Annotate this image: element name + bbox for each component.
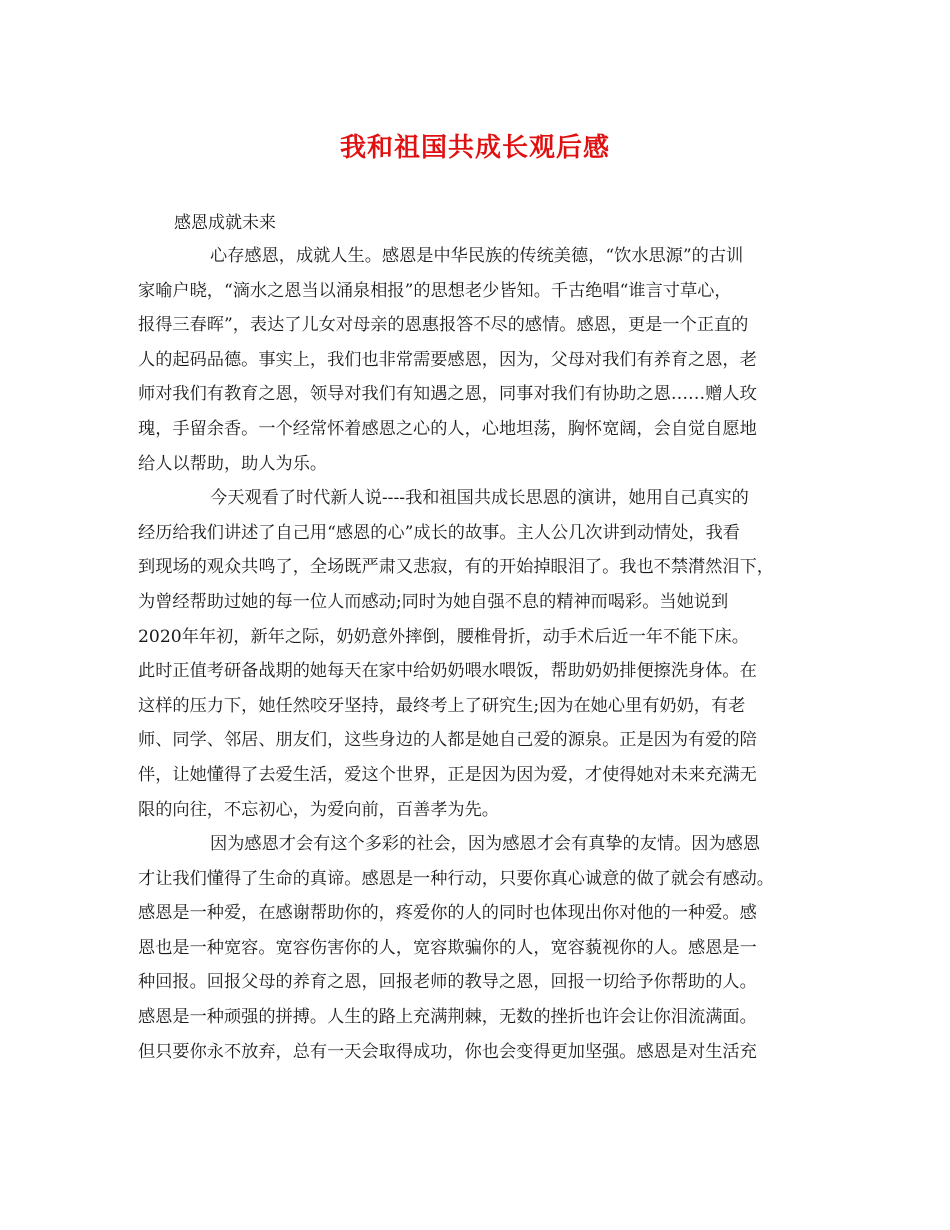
text-line: 今天观看了时代新人说----我和祖国共成长思恩的演讲，她用自己真实的	[210, 488, 749, 509]
document-body	[138, 239, 838, 1069]
text-line: 因为感恩才会有这个多彩的社会，因为感恩才会有真挚的友情。因为感恩	[210, 834, 761, 855]
page-title: 我和祖国共成长观后感	[339, 133, 610, 163]
text-line: 为曾经帮助过她的每一位人而感动;同时为她自强不息的精神而喝彩。当她说到	[138, 591, 729, 612]
text-line: 但只要你永不放弃，总有一天会取得成功，你也会变得更加坚强。感恩是对生活充	[138, 1041, 757, 1062]
text-line: 2020年年初，新年之际，奶奶意外摔倒，腰椎骨折，动手术后近一年不能下床。	[138, 626, 749, 647]
text-line: 心存感恩，成就人生。感恩是中华民族的传统美德，“饮水思源”的古训	[210, 246, 744, 266]
text-line: 给人以帮助，助人为乐。	[138, 453, 328, 474]
text-line: 才让我们懂得了生命的真谛。感恩是一种行动，只要你真心诚意的做了就会有感动。	[138, 868, 774, 889]
text-line: 经历给我们讲述了自己用“感恩的心”成长的故事。主人公几次讲到动情处，我看	[138, 522, 740, 543]
text-line: 人的起码品德。事实上，我们也非常需要感恩，因为，父母对我们有养育之恩，老	[138, 349, 757, 370]
text-line: 师对我们有教育之恩，领导对我们有知遇之恩，同事对我们有协助之恩……赠人玫	[138, 384, 757, 405]
text-line: 伴，让她懂得了去爱生活，爱这个世界，正是因为因为爱，才使得她对未来充满无	[138, 764, 757, 785]
text-line: 报得三春晖”，表达了儿女对母亲的恩惠报答不尽的感情。感恩，更是一个正直的	[138, 315, 749, 336]
text-line: 家喻户晓，“滴水之恩当以涌泉相报”的思想老少皆知。千古绝唱“谁言寸草心，	[138, 280, 732, 301]
text-line: 恩也是一种宽容。宽容伤害你的人，宽容欺骗你的人，宽容藐视你的人。感恩是一	[138, 937, 757, 958]
text-line: 限的向往，不忘初心，为爱向前，百善孝为先。	[138, 799, 499, 820]
text-line: 这样的压力下，她任然咬牙坚持，最终考上了研究生;因为在她心里有奶奶，有老	[138, 695, 746, 716]
text-line: 感恩是一种顽强的拼搏。人生的路上充满荆棘，无数的挫折也许会让你泪流满面。	[138, 1007, 757, 1028]
text-line: 此时正值考研备战期的她每天在家中给奶奶喂水喂饭，帮助奶奶排便擦洗身体。在	[138, 661, 757, 682]
text-line: 感恩是一种爱，在感谢帮助你的，疼爱你的人的同时也体现出你对他的一种爱。感	[138, 903, 757, 924]
text-line: 瑰，手留余香。一个经常怀着感恩之心的人，心地坦荡，胸怀宽阔，会自觉自愿地	[138, 418, 757, 439]
text-line: 种回报。回报父母的养育之恩，回报老师的教导之恩，回报一切给予你帮助的人。	[138, 972, 757, 993]
document-subtitle: 感恩成就未来	[174, 213, 276, 233]
text-line: 师、同学、邻居、朋友们，这些身边的人都是她自己爱的源泉。正是因为有爱的陪	[138, 730, 757, 751]
text-line: 到现场的观众共鸣了，全场既严肃又悲寂，有的开始掉眼泪了。我也不禁潸然泪下，	[138, 557, 774, 578]
